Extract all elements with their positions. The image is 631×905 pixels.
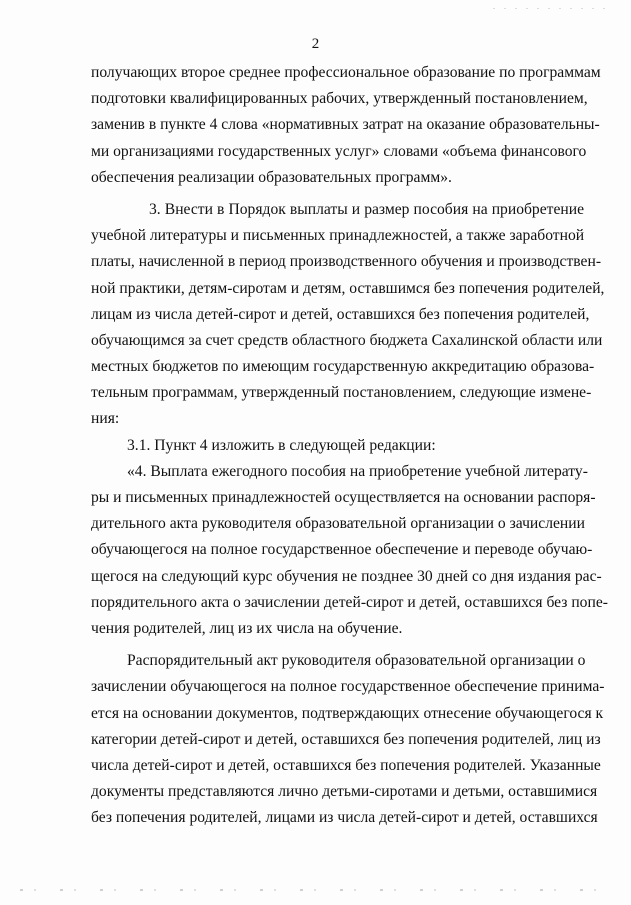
text-line: платы, начисленной в период производственного обучения и производствен- bbox=[91, 253, 602, 271]
text-line: ется на основании документов, подтверждающих отнесение обучающегося к bbox=[91, 704, 604, 722]
text-line: подготовки квалифицированных рабочих, утвержденный постановлением, bbox=[91, 90, 588, 108]
text-line: лицам из числа детей-сирот и детей, оставшихся без попечения родителей, bbox=[91, 305, 590, 323]
text-line: зачислении обучающегося на полное государственное обеспечение принима- bbox=[91, 678, 605, 696]
scan-artifact-top bbox=[493, 8, 613, 9]
text-line: тельным программам, утвержденный постановлением, следующие измене- bbox=[91, 384, 592, 402]
text-line: ми организациями государственных услуг» словами «объема финансового bbox=[91, 142, 587, 160]
scan-artifact-bottom bbox=[20, 889, 620, 891]
document-body bbox=[91, 60, 608, 831]
text-line: 3. Внести в Порядок выплаты и размер пособия на приобретение bbox=[149, 200, 584, 218]
text-line: обеспечения реализации образовательных программ». bbox=[91, 168, 452, 186]
text-line: числа детей-сирот и детей, оставшихся без попечения родителей. Указанные bbox=[91, 756, 601, 774]
text-line: Распорядительный акт руководителя образовательной организации о bbox=[127, 652, 586, 670]
text-line: категории детей-сирот и детей, оставшихся без попечения родителей, лиц из bbox=[91, 730, 601, 748]
text-line: порядительного акта о зачислении детей-сирот и детей, оставшихся без попе- bbox=[91, 593, 608, 611]
text-line: учебной литературы и письменных принадлежностей, а также заработной bbox=[91, 227, 585, 245]
text-line: «4. Выплата ежегодного пособия на приобретение учебной литерату- bbox=[127, 462, 588, 480]
text-line: без попечения родителей, лицами из числа детей-сирот и детей, оставшихся bbox=[91, 809, 598, 827]
text-line: ры и письменных принадлежностей осуществляется на основании распоря- bbox=[91, 489, 596, 506]
text-line: чения родителей, лиц из их числа на обучение. bbox=[91, 619, 403, 637]
text-line: обучающегося на полное государственное обеспечение и переводе обучаю- bbox=[91, 541, 593, 559]
text-line: ной практики, детям-сиротам и детям, оставшимся без попечения родителей, bbox=[91, 279, 605, 297]
text-line: 3.1. Пункт 4 изложить в следующей редакции: bbox=[127, 436, 436, 454]
text-line: местных бюджетов по имеющим государственную аккредитацию образова- bbox=[91, 358, 595, 376]
text-line: документы представляются лично детьми-сиротами и детьми, оставшимися bbox=[91, 783, 598, 801]
text-line: получающих второе среднее профессиональное образование по программам bbox=[91, 64, 601, 81]
text-line: дительного акта руководителя образовательной организации о зачислении bbox=[91, 515, 585, 533]
page-number: 2 bbox=[311, 36, 320, 52]
text-line: обучающимся за счет средств областного бюджета Сахалинской области или bbox=[91, 331, 603, 349]
text-line: заменив в пункте 4 слова «нормативных затрат на оказание образовательны- bbox=[91, 116, 600, 134]
text-line: щегося на следующий курс обучения не позднее 30 дней со дня издания рас- bbox=[91, 567, 602, 585]
text-line: ния: bbox=[91, 410, 120, 428]
